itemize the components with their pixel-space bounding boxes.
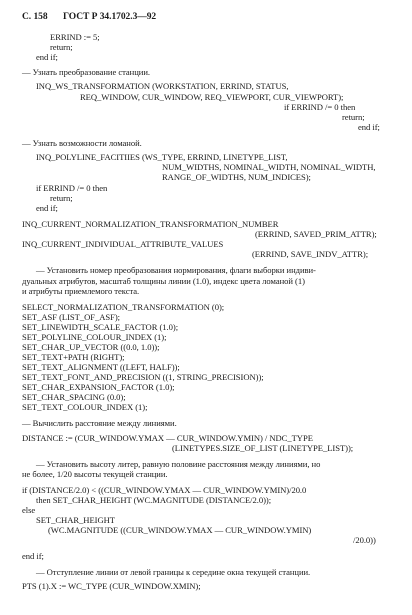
code-line: (ERRIND, SAVED_PRIM_ATTR); [255, 229, 377, 239]
code-line: SET_CHAR_UP_VECTOR ((0.0, 1.0)); [22, 342, 160, 352]
code-line: RANGE_OF_WIDTHS, NUM_INDICES); [162, 172, 311, 182]
code-line: SET_TEXT+PATH (RIGHT); [22, 352, 125, 362]
code-line: SET_TEXT_COLOUR_INDEX (1); [22, 402, 148, 412]
code-line: end if; [22, 551, 44, 561]
code-line: return; [50, 42, 73, 52]
comment-line: — Узнать возможности ломаной. [22, 138, 142, 148]
code-line: ERRIND := 5; [50, 32, 100, 42]
code-line: SET_TEXT_ALIGNMENT ((LEFT, HALF)); [22, 362, 180, 372]
comment-line: — Отступление линии от левой границы к середине окна текущей станции. [36, 567, 311, 577]
code-line: SET_TEXT_FONT_AND_PRECISION ((1, STRING_PRECISION)); [22, 372, 264, 382]
code-line: end if; [358, 122, 380, 132]
page-number: С. 158 [22, 12, 48, 22]
code-line: INQ_WS_TRANSFORMATION (WORKSTATION, ERRIND, STATUS, [36, 81, 289, 91]
paragraph-line: — Установить высоту литер, равную половине расстояния между линиями, но [36, 459, 321, 469]
paragraph-line: — Установить номер преобразования нормирования, флаги выборки индиви- [36, 265, 316, 275]
code-line: NUM_WIDTHS, NOMINAL_WIDTH, NOMINAL_WIDTH, [162, 162, 376, 172]
code-line: if ERRIND /= 0 then [36, 183, 108, 193]
code-line: else [22, 505, 36, 515]
code-line: return; [50, 193, 73, 203]
code-line: SET_CHAR_EXPANSION_FACTOR (1.0); [22, 382, 175, 392]
code-line: SET_LINEWIDTH_SCALE_FACTOR (1.0); [22, 322, 179, 332]
code-line: /20.0)) [353, 535, 376, 545]
code-line: PTS (1).X := WC_TYPE (CUR_WINDOW.XMIN); [22, 581, 201, 591]
code-line: INQ_CURRENT_NORMALIZATION_TRANSFORMATION_NUMBER [22, 219, 279, 229]
code-line: end if; [36, 52, 58, 62]
code-line: SELECT_NORMALIZATION_TRANSFORMATION (0); [22, 302, 225, 312]
code-line: REQ_WINDOW, CUR_WINDOW, REQ_VIEWPORT, CUR_VIEWPORT); [80, 92, 344, 102]
code-line: INQ_POLYLINE_FACITIIES (WS_TYPE, ERRIND, LINETYPE_LIST, [36, 152, 288, 162]
code-line: SET_POLYLINE_COLOUR_INDEX (1); [22, 332, 167, 342]
paragraph-line: и атрибуты приемлемого текста. [22, 286, 140, 296]
paragraph-line: дуальных атрибутов, масштаб толщины линии (1.0), индекс цвета ломаной (1) [22, 276, 305, 286]
paragraph-line: не более, 1/20 высоты текущей станции. [22, 469, 168, 479]
code-line: then SET_CHAR_HEIGHT (WC.MAGNITUDE (DISTANCE/2.0)); [36, 495, 272, 505]
code-line: (WC.MAGNITUDE ((CUR_WINDOW.YMAX — CUR_WINDOW.YMIN) [48, 525, 312, 535]
comment-line: — Вычислить расстояние между линиями. [22, 418, 177, 428]
code-line: if (DISTANCE/2.0) < ((CUR_WINDOW.YMAX — CUR_WINDOW.YMIN)/20.0 [22, 485, 307, 495]
code-line: end if; [36, 203, 58, 213]
code-line: SET_ASF (LIST_OF_ASF); [22, 312, 120, 322]
standard-designation: ГОСТ Р 34.1702.3—92 [63, 12, 157, 22]
code-line: SET_CHAR_HEIGHT [36, 515, 115, 525]
code-line: DISTANCE := (CUR_WINDOW.YMAX — CUR_WINDOW.YMIN) / NDC_TYPE [22, 433, 313, 443]
code-line: (ERRIND, SAVE_INDV_ATTR); [252, 249, 369, 259]
code-line: INQ_CURRENT_INDIVIDUAL_ATTRIBUTE_VALUES [22, 239, 224, 249]
code-line: if ERRIND /= 0 then [284, 102, 356, 112]
code-line: (LINETYPES.SIZE_OF_LIST (LINETYPE_LIST)); [172, 443, 354, 453]
code-line: SET_CHAR_SPACING (0.0); [22, 392, 126, 402]
comment-line: — Узнать преобразование станции. [22, 67, 150, 77]
code-line: return; [342, 112, 365, 122]
